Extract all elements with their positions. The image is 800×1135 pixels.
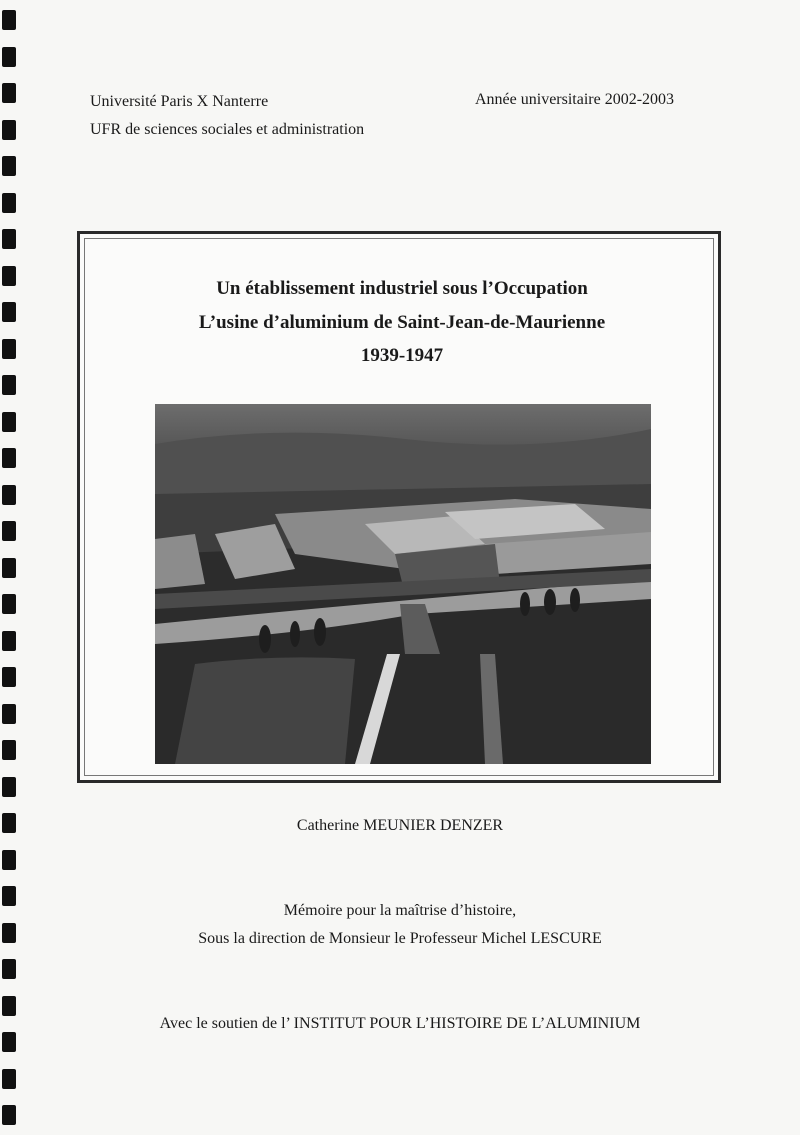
binding-ring (2, 229, 16, 249)
binding-ring (2, 631, 16, 651)
university-name: Université Paris X Nanterre (90, 93, 269, 110)
binding-ring (2, 412, 16, 432)
title-line-1: Un établissement industriel sous l’Occupation (216, 278, 588, 299)
title-line-3: 1939-1947 (360, 345, 444, 366)
spiral-binding (0, 0, 22, 1135)
binding-ring (2, 1069, 16, 1089)
author-name: Catherine MEUNIER DENZER (296, 817, 504, 834)
support-line: Avec le soutien de l’ INSTITUT POUR L’HISTOIRE DE L’ALUMINIUM (159, 1015, 641, 1032)
binding-ring (2, 47, 16, 67)
binding-ring (2, 521, 16, 541)
binding-ring (2, 777, 16, 797)
binding-ring (2, 959, 16, 979)
binding-ring (2, 667, 16, 687)
ufr-name: UFR de sciences sociales et administration (90, 121, 365, 138)
factory-aerial-photo (155, 404, 651, 764)
binding-ring (2, 996, 16, 1016)
binding-ring (2, 558, 16, 578)
binding-ring (2, 704, 16, 724)
binding-ring (2, 740, 16, 760)
binding-ring (2, 302, 16, 322)
binding-ring (2, 83, 16, 103)
binding-ring (2, 1105, 16, 1125)
binding-ring (2, 193, 16, 213)
title-line-2: L’usine d’aluminium de Saint-Jean-de-Maurienne (198, 312, 606, 333)
binding-ring (2, 448, 16, 468)
title-frame (77, 231, 721, 783)
binding-ring (2, 850, 16, 870)
binding-ring (2, 375, 16, 395)
factory-photo-icon (155, 404, 651, 764)
memoir-line-2: Sous la direction de Monsieur le Professeur Michel LESCURE (198, 930, 602, 947)
academic-year: Année universitaire 2002-2003 (475, 91, 675, 108)
binding-ring (2, 10, 16, 30)
binding-ring (2, 156, 16, 176)
binding-ring (2, 266, 16, 286)
memoir-line-1: Mémoire pour la maîtrise d’histoire, (283, 902, 517, 919)
binding-ring (2, 485, 16, 505)
binding-ring (2, 120, 16, 140)
binding-ring (2, 339, 16, 359)
binding-ring (2, 1032, 16, 1052)
binding-ring (2, 594, 16, 614)
